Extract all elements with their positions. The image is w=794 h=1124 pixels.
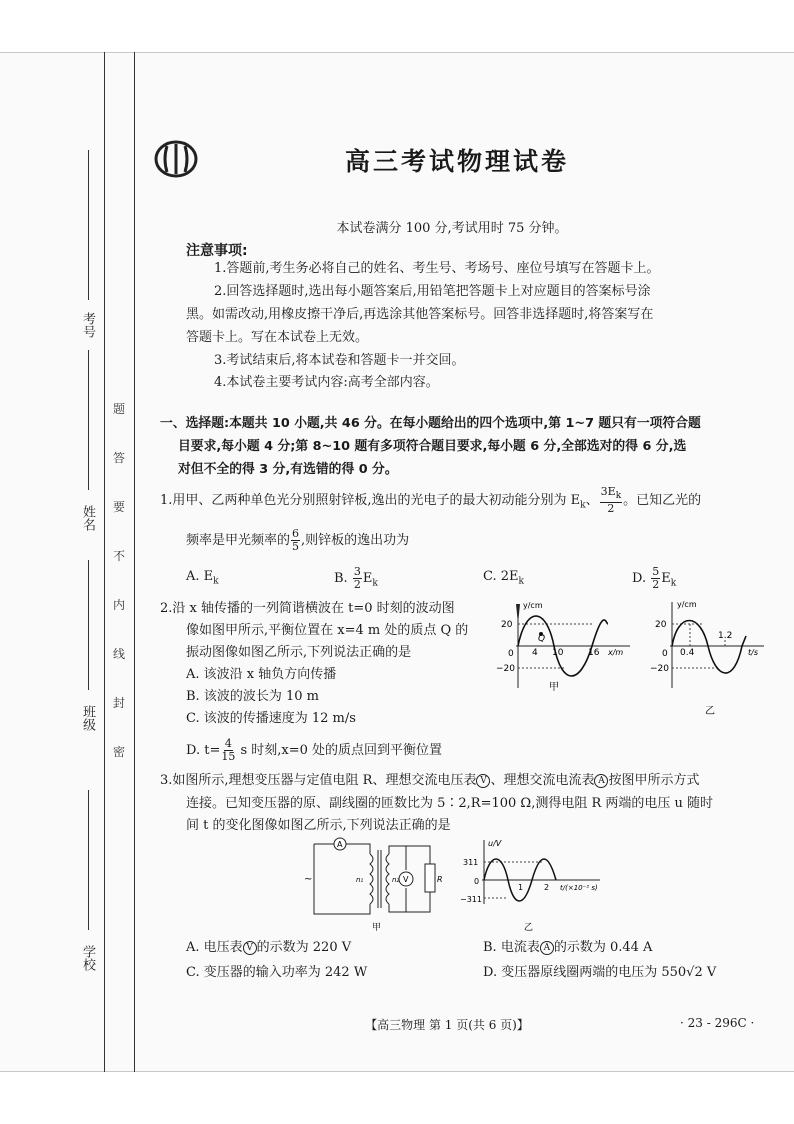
question-2-stem: 像如图甲所示,平衡位置在 x=4 m 处的质点 Q 的 [186,623,469,638]
hint-char: 不 [112,549,125,563]
hint-char: 要 [112,500,125,514]
voltmeter-icon: V [243,941,257,955]
x-tick: 1.2 [718,631,733,641]
x-tick: 0.4 [680,648,695,658]
y-label: u/V [488,839,502,848]
name-label: 姓名 [80,505,95,531]
exam-info: 本试卷满分 100 分,考试用时 75 分钟。 [336,221,568,236]
x-label: t/(×10⁻² s) [560,884,598,892]
name-field[interactable] [88,350,89,490]
y-label: y/cm [677,600,697,609]
binding-line-inner [134,52,135,1072]
section-instructions: 对但不全的得 3 分,有选错的得 0 分。 [178,462,398,477]
x-label: x/m [608,648,624,657]
question-2-stem: 2.沿 x 轴传播的一列简谐横波在 t=0 时刻的波动图 [160,601,455,616]
x-tick: 16 [588,648,600,658]
q1-option-a[interactable]: A. $E_k$ [186,569,219,587]
section-instructions: 一、选择题:本题共 10 小题,共 46 分。在每小题给出的四个选项中,第 1~7 题只有一项符合题 [160,416,701,431]
class-field[interactable] [88,560,89,690]
primary-coil-icon [370,854,373,904]
x-tick: 2 [544,883,550,892]
origin-label: 0 [474,877,480,886]
notice-line: 2.回答选择题时,选出每小题答案后,用铅笔把答题卡上对应题目的答案标号涂 [214,284,651,299]
vibration-graph-b [650,598,770,718]
q1-option-c[interactable]: C. $2E_k$ [483,569,524,587]
secondary-coil-icon [386,854,389,904]
exam-no-label: 考号 [80,312,95,338]
class-label: 班级 [80,705,95,731]
figure-caption: 乙 [524,923,534,933]
hint-char: 答 [112,451,125,465]
notice-line: 1.答题前,考生务必将自己的姓名、考生号、考场号、座位号填写在答题卡上。 [214,261,660,276]
voltmeter-icon: V [476,774,490,788]
resistor-icon [425,864,435,892]
notice-line: 4.本试卷主要考试内容:高考全部内容。 [214,375,439,390]
q3-option-b[interactable]: B. 电流表 A 的示数为 0.44 A [483,940,653,955]
q1-option-d[interactable]: D. $\frac{5}{2}$ $E_k$ [632,565,677,591]
question-1-stem-2: 频率是甲光频率的 $\frac{6}{5}$ ,则锌板的逸出功为 [186,527,410,553]
notice-line: 3.考试结束后,将本试卷和答题卡一并交回。 [214,353,465,368]
circuit-diagram [300,834,450,934]
notice-line: 黑。如需改动,用橡皮擦干净后,再选涂其他答案标号。回答非选择题时,将答案写在 [186,307,654,322]
q1-option-b[interactable]: B. $\frac{3}{2}$ $E_k$ [334,565,378,591]
q3-option-a[interactable]: A. 电压表 V 的示数为 220 V [186,940,352,955]
notice-line: 答题卡上。写在本试卷上无效。 [186,330,369,345]
vibration-curve [672,621,746,674]
svg-text:V: V [403,875,409,884]
hint-char: 封 [112,696,125,710]
y-tick: −20 [496,664,515,674]
q3-option-c[interactable]: C. 变压器的输入功率为 242 W [186,965,368,980]
page-title: 高三考试物理试卷 [344,147,569,176]
svg-text:n₂: n₂ [392,876,400,884]
x-tick: 1 [518,883,524,892]
school-label: 学校 [80,945,95,971]
hint-char: 线 [112,647,125,661]
question-3-stem: 3.如图所示,理想变压器与定值电阻 R、理想交流电压表 V 、理想交流电流表 A 按图甲所示方式 [160,773,700,788]
binding-hint [110,400,128,760]
q2-option-b[interactable]: B. 该波的波长为 10 m [186,689,319,704]
figure-caption: 乙 [705,706,715,717]
question-1-stem: 1.用甲、乙两种单色光分别照射锌板,逸出的光电子的最大初动能分别为 $E_k$、 $\frac{3E_k}{2}$ 。已知乙光的 [160,485,702,516]
svg-text:R: R [437,875,443,884]
page-footer: 【高三物理 第 1 页(共 6 页)】 [365,1018,529,1032]
voltage-time-graph [460,838,610,938]
hint-char: 题 [112,402,125,416]
q2-option-a[interactable]: A. 该波沿 x 轴负方向传播 [186,667,337,682]
q3-option-d[interactable]: D. 变压器原线圈两端的电压为 550√2 V [483,965,717,980]
exam-code: · 23 - 296C · [680,1016,755,1030]
ammeter-icon: A [594,774,608,788]
q2-option-d[interactable]: D. t= $\frac{4}{15}$ s 时刻,x=0 处的质点回到平衡位置 [186,737,443,763]
svg-text:A: A [337,840,343,849]
y-tick: −20 [650,664,669,674]
ac-source-icon: ~ [304,874,313,885]
question-3-stem: 间 t 的变化图像如图乙所示,下列说法正确的是 [186,818,451,833]
y-label: y/cm [523,601,543,610]
x-tick: 10 [552,648,564,658]
section-instructions: 目要求,每小题 4 分;第 8~10 题有多项符合题目要求,每小题 6 分,全部选对的得 6 分,选 [178,439,687,454]
point-q-label: Q [538,634,546,644]
origin-label: 0 [662,649,668,659]
y-tick: −311 [460,895,482,904]
y-tick: 20 [501,620,513,630]
notice-heading: 注意事项: [186,243,248,259]
figure-caption: 甲 [549,682,559,693]
svg-text:n₁: n₁ [356,876,364,884]
figure-caption: 甲 [372,923,382,933]
q2-option-c[interactable]: C. 该波的传播速度为 12 m/s [186,711,356,726]
hint-char: 密 [112,745,125,759]
x-tick: 4 [532,648,538,658]
origin-label: 0 [508,649,514,659]
school-field[interactable] [88,790,89,930]
binding-line-outer [104,52,105,1072]
wave-graph-a [496,598,636,694]
ammeter-icon: A [540,941,554,955]
hint-char: 内 [112,598,125,612]
y-tick: 311 [463,858,479,867]
x-label: t/s [748,648,758,657]
y-tick: 20 [655,620,667,630]
question-3-stem: 连接。已知变压器的原、副线圈的匝数比为 5∶2,R=100 Ω,测得电阻 R 两端的电压 u 随时 [186,796,714,811]
question-2-stem: 振动图像如图乙所示,下列说法正确的是 [186,645,412,660]
